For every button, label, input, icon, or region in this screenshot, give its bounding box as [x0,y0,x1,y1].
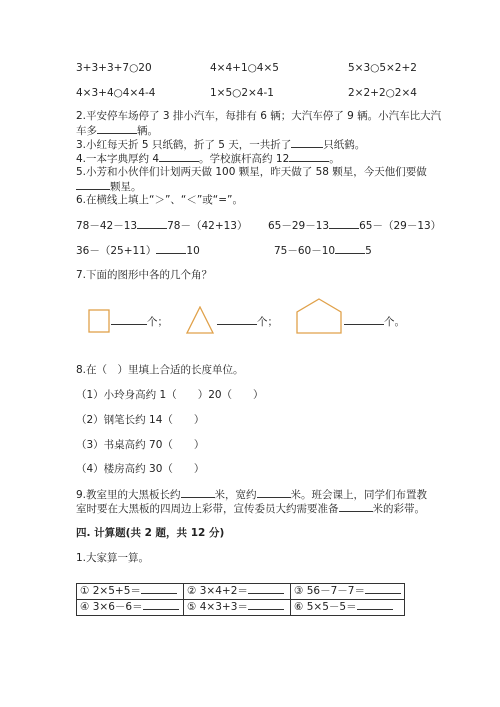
q7-suffix-3: 个。 [384,316,405,328]
calc-cell-2 [184,584,291,600]
q6-blank-4[interactable] [335,243,365,254]
q3-text-b: 只纸鹤。 [323,139,366,151]
q7-blank-1[interactable] [111,314,147,325]
q4-text-b: 。学校旗杆高约 12 [199,153,290,165]
q6-title: 6.在横线上填上“＞”、“＜”或“=”。 [76,194,243,206]
q7-answer-2 [217,314,278,329]
calc-expr-5: ⑤ 4×3+3＝ [187,601,248,614]
q6-item-3 [76,243,200,258]
calc-cell-6 [291,600,405,616]
q2-text-a: 车多 [76,125,97,137]
q9-text-a: 9.教室里的大黑板长约 [76,489,181,501]
calc-blank-6[interactable] [357,600,393,610]
calc-blank-2[interactable] [248,584,284,594]
q5-line2 [76,179,142,194]
pentagon-shape [296,298,342,334]
calc-expr-6: ⑥ 5×5－5＝ [294,601,357,614]
q7-blank-2[interactable] [217,314,257,325]
q6-item-3-b: 10 [186,245,200,257]
q6-item-2-b: 65－（29－13） [359,220,442,232]
q6-blank-3[interactable] [156,243,186,254]
calc-blank-4[interactable] [143,600,179,610]
calc-blank-5[interactable] [248,600,284,610]
q7-suffix-1: 个； [147,316,168,328]
calc-expr-1: ① 2×5+5＝ [80,585,141,598]
q6-item-3-a: 36－（25+11） [76,245,157,257]
q9-line1 [76,487,427,502]
calc-expr-4: ④ 3×6－6＝ [80,601,143,614]
table-row [77,600,405,616]
q6-item-1-a: 78－42－13 [76,220,138,232]
calc-cell-1 [77,584,184,600]
q4-line [76,151,340,166]
compare-1-3: 5×3○5×2+2 [348,62,417,74]
q3-text-a: 3.小红每天折 5 只纸鹤，折了 5 天，一共折了 [76,139,292,151]
q4-text-a: 4.一本字典厚约 4 [76,153,160,165]
q5-line1: 5.小芳和小伙伴们计划两天做 100 颗星，昨天做了 58 颗星，今天他们要做 [76,166,427,178]
compare-2-2: 1×5○2×4-1 [210,87,274,99]
q5-answer-blank[interactable] [76,179,110,190]
calc-cell-4 [77,600,184,616]
q2-text-b: 辆。 [137,125,158,137]
q6-item-2-a: 65－29－13 [268,220,330,232]
calc-expr-3: ③ 56－7－7＝ [294,585,365,598]
q3-answer-blank[interactable] [291,137,323,148]
q6-item-4 [274,243,372,258]
q9-line2 [76,501,425,516]
q4-text-c: 。 [329,153,340,165]
calc-cell-5 [184,600,291,616]
q7-answer-3 [344,314,405,329]
calc-blank-1[interactable] [141,584,177,594]
q8-item-3: （3）书桌高约 70（ ） [76,439,205,451]
q6-item-2 [268,218,441,233]
q5-text-b: 颗星。 [110,181,142,193]
calc-blank-3[interactable] [365,584,401,594]
q3-line [76,137,365,152]
calc-cell-3 [291,584,405,600]
q2-line2 [76,123,158,138]
q9-text-e: 米的彩带。 [372,503,425,515]
calc-expr-2: ② 3×4+2＝ [187,585,248,598]
q9-text-c: 米。班会课上，同学们布置教 [290,489,428,501]
q9-blank-3[interactable] [339,501,373,512]
q8-item-4: （4）楼房高约 30（ ） [76,463,205,475]
q6-blank-1[interactable] [137,218,167,229]
q8-item-2: （2）钢笔长约 14（ ） [76,414,205,426]
compare-2-3: 2×2+2○2×4 [348,87,417,99]
q6-item-1-b: 78－（42+13） [167,220,248,232]
q2-line1: 2.平安停车场停了 3 排小汽车，每排有 6 辆；大汽车停了 9 辆。小汽车比大汽 [76,110,442,122]
compare-2-1: 4×3+4○4×4-4 [76,87,156,99]
q6-item-4-b: 5 [365,245,372,257]
triangle-shape [186,306,214,334]
q4-blank-2[interactable] [289,151,329,162]
q6-blank-2[interactable] [329,218,359,229]
section-4-title: 四. 计算题(共 2 题，共 12 分) [76,527,225,539]
q8-title: 8.在（ ）里填上合适的长度单位。 [76,364,244,376]
table-row [77,584,405,600]
q7-suffix-2: 个； [257,316,278,328]
q9-text-b: 米，宽约 [214,489,257,501]
q7-answer-1 [111,314,168,329]
q9-blank-1[interactable] [181,487,215,498]
q7-title: 7.下面的图形中各的几个角？ [76,269,213,281]
square-shape [88,309,110,333]
q9-blank-2[interactable] [257,487,291,498]
q6-item-1 [76,218,247,233]
q6-item-4-a: 75－60－10 [274,245,336,257]
compare-1-2: 4×4+1○4×5 [210,62,279,74]
compare-1-1: 3+3+3+7○20 [76,62,152,74]
q9-text-d: 室时要在大黑板的四周边上彩带，宣传委员大约需要准备 [76,503,339,515]
calc-table [76,583,405,616]
q4-blank-1[interactable] [159,151,199,162]
section-4-subtitle: 1.大家算一算。 [76,552,150,564]
q7-blank-3[interactable] [344,314,384,325]
q2-answer-blank[interactable] [97,123,137,134]
q8-item-1: （1）小玲身高约 1（ ）20（ ） [76,389,264,401]
